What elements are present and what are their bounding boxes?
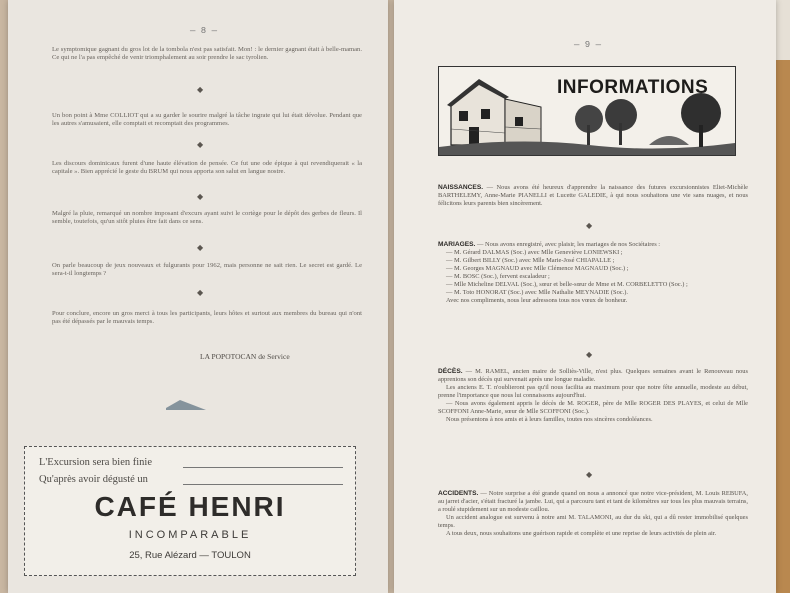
mariage-item: — M. Toto HONORAT (Soc.) avec Mlle Nathalie MEYNADIE (Soc.). — [446, 289, 628, 296]
separator-diamond: ◆ — [197, 243, 204, 252]
mariage-item: — M. Gérard DALMAS (Soc.) avec Mlle Geneviève LONIEWSKI ; — [446, 249, 623, 256]
left-signature: LA POPOTOCAN de Service — [200, 352, 290, 361]
naissances-text: — Nous avons été heureux d'apprendre la naissance des futures excursionnistes Eliet-Michèle BARTHELEMY, Anne-Marie PIANELLI et Lucette GALEDIE, à qui nous souhaitons une vie sans nuages, et nous félicitons leurs parents bien sincèrement. — [438, 184, 748, 207]
mariage-item: — M. Georges MAGNAUD avec Mlle Clémence MAGNAUD (Soc.) ; — [446, 265, 629, 272]
separator-diamond: ◆ — [586, 221, 593, 230]
advert-address: 25, Rue Alézard — TOULON — [129, 550, 251, 561]
advert-line-1: L'Excursion sera bien finie — [39, 457, 152, 468]
separator-diamond: ◆ — [586, 470, 593, 479]
advert-tagline: INCOMPARABLE — [128, 529, 252, 541]
left-page-number: — 8 — — [190, 26, 218, 36]
decorative-ornament — [166, 398, 206, 410]
mariage-item: — Mlle Micheline DELVAL (Soc.), sœur et belle-sœur de Mme et M. CORBELETTO (Soc.) ; — [446, 281, 688, 288]
advert-business-name: CAFÉ HENRI — [94, 491, 286, 522]
naissances-heading: NAISSANCES. — [438, 184, 484, 191]
separator-diamond: ◆ — [197, 192, 204, 201]
left-page — [8, 0, 388, 593]
accidents-text-3: A tous deux, nous souhaitons une guérison rapide et complète et une reprise de leurs activités de plein air. — [446, 530, 717, 537]
deces-heading: DÉCÈS. — [438, 368, 463, 375]
naissances-section — [438, 184, 748, 208]
separator-diamond: ◆ — [586, 350, 593, 359]
deces-section — [438, 368, 748, 424]
accidents-text-2: Un accident analogue est survenu à notre ami M. TALAMONI, au dur du ski, qui a dû rester immobilisé quelques temps. — [438, 514, 748, 529]
left-paragraph-4: Malgré la pluie, remarqué un nombre imposant d'excurs ayant suivi le cortège pour le dépôt des gerbes de fleurs. Il semble, toutefois, qu'un sitôt pluies être fait dans ce sens. — [52, 210, 362, 226]
mariages-section — [438, 241, 748, 305]
left-paragraph-5: On parle beaucoup de jeux nouveaux et fulgurants pour 1962, mais personne ne sait rien. Le secret est gardé. Le sera-t-il longtemps ? — [52, 262, 362, 278]
separator-diamond: ◆ — [197, 288, 204, 297]
deces-text-2: Les anciens E. T. n'oublieront pas qu'il nous facilita au maximum pour que notre fête annuelle, modeste au début, prenne l'importance que nous lui connaissons aujourd'hui. — [438, 384, 748, 399]
accidents-heading: ACCIDENTS. — [438, 490, 479, 497]
left-paragraph-3: Les discours dominicaux furent d'une haute élévation de pensée. Ce fut une ode épique à qui revendiquerait « la capitale ». Bien apprécié le geste du BRUM qui nous apporta son salut en langue nostre. — [52, 160, 362, 176]
accidents-section — [438, 490, 748, 538]
deces-text-4: Nous présentons à nos amis et à leurs familles, toutes nos sincères condoléances. — [446, 416, 653, 423]
advert-dotted-rule — [183, 484, 343, 485]
advert-line-2: Qu'après avoir dégusté un — [39, 474, 148, 485]
mariage-item: — M. Gilbert BILLY (Soc.) avec Mlle Marie-José CHIAPALLE ; — [446, 257, 615, 264]
mariages-heading: MARIAGES. — [438, 241, 476, 248]
deces-text-3: — Nous avons également appris le décès de M. ROGER, père de Mlle ROGER DES PLAYES, et celui de Mlle SCOFFONI Anne-Marie, sœur de Mlle SCOFFONI (Soc.). — [438, 400, 748, 415]
right-page-number: — 9 — — [574, 40, 602, 50]
deces-text-1: — M. RAMEL, ancien maire de Solliès-Ville, n'est plus. Quelques semaines avant le Renouveau nous apprenions son décès qui survenait après une longue maladie. — [438, 368, 748, 383]
mariages-outro: Avec nos compliments, nous leur adressons tous nos vœux de bonheur. — [446, 297, 628, 304]
cafe-henri-advert — [24, 446, 356, 576]
informations-banner — [438, 66, 736, 156]
informations-title: INFORMATIONS — [557, 77, 709, 98]
left-paragraph-1: Le symptomique gagnant du gros lot de la tombola n'est pas satisfait. Mon! : le dernier gagnant était à belle-maman. Ce qui ne l'a pas empêché de venir triomphalement au soir prendre le sac tyrolien. — [52, 46, 362, 62]
left-paragraph-6: Pour conclure, encore un gros merci à tous les participants, leurs hôtes et surtout aux membres du bureau qui n'ont pas été dépassés par le mauvais temps. — [52, 310, 362, 326]
advert-dotted-rule — [183, 467, 343, 468]
separator-diamond: ◆ — [197, 85, 204, 94]
left-paragraph-2: Un bon point à Mme COLLIOT qui a su garder le sourire malgré la tâche ingrate qui lui était dévolue. Pendant que les autres s'amusaient, elle comptait et recomptait des programmes. — [52, 112, 362, 128]
separator-diamond: ◆ — [197, 140, 204, 149]
right-page — [394, 0, 776, 593]
mariage-item: — M. BOSC (Soc.), fervent escaladeur ; — [446, 273, 550, 280]
mariages-intro: — Nous avons enregistré, avec plaisir, les mariages de nos Sociétaires : — [476, 241, 661, 248]
accidents-text-1: — Notre surprise a été grande quand on nous a annoncé que notre vice-président, M. Louis REBUFA, au jarret d'acier, s'était fracturé la jambe. Lui, qui a parcouru tant et tant de kilomètres sur tous les plus mauvais terrains, a roulé stupidement sur un modeste caillou. — [438, 490, 748, 513]
